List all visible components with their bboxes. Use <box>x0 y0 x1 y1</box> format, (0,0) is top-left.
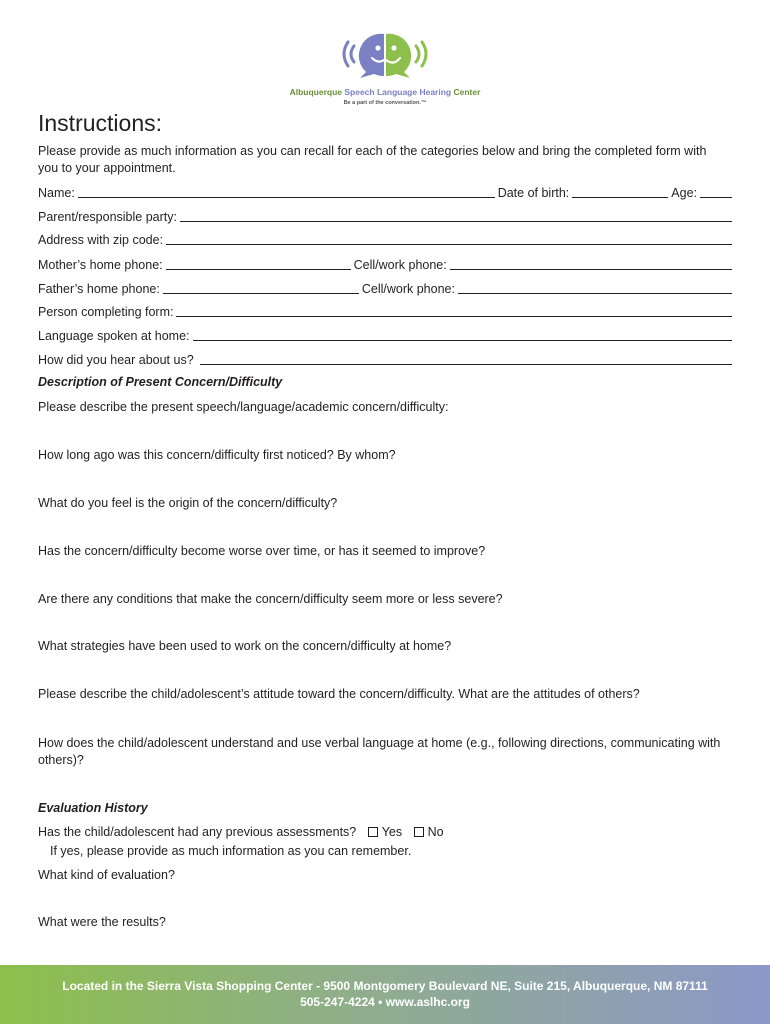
question-strategies: What strategies have been used to work on the concern/difficulty at home? <box>38 639 452 653</box>
father-cell-field[interactable] <box>458 282 732 294</box>
mother-cell-label: Cell/work phone: <box>353 258 447 272</box>
age-field[interactable] <box>700 186 732 198</box>
question-origin: What do you feel is the origin of the concern/difficulty? <box>38 496 338 510</box>
no-label: No <box>427 825 444 839</box>
father-phone-field[interactable] <box>163 282 359 294</box>
question-describe-concern: Please describe the present speech/language/academic concern/difficulty: <box>38 400 449 414</box>
father-phone-label: Father’s home phone: <box>38 282 160 296</box>
language-field[interactable] <box>193 329 732 341</box>
dob-field[interactable] <box>572 186 668 198</box>
address-field[interactable] <box>166 233 732 245</box>
mother-phone-field[interactable] <box>166 258 351 270</box>
mother-cell-field[interactable] <box>450 258 732 270</box>
previous-assessment-question: Has the child/adolescent had any previous assessments? <box>38 825 357 839</box>
hear-about-label: How did you hear about us? <box>38 353 194 367</box>
question-kind-of-evaluation: What kind of evaluation? <box>38 868 175 882</box>
hear-about-field[interactable] <box>200 353 732 365</box>
yes-label: Yes <box>381 825 403 839</box>
yes-checkbox[interactable] <box>368 827 378 837</box>
address-row <box>38 231 732 247</box>
question-results: What were the results? <box>38 915 166 929</box>
person-completing-field[interactable] <box>176 305 732 317</box>
logo-tagline: Be a part of the conversation.™ <box>343 100 427 106</box>
person-completing-row <box>38 303 732 319</box>
footer-contact: 505-247-4224 • www.aslhc.org <box>300 995 470 1009</box>
question-worse-or-improve: Has the concern/difficulty become worse over time, or has it seemed to improve? <box>38 544 486 558</box>
parent-field[interactable] <box>180 210 732 222</box>
speech-faces-logo-icon <box>340 28 430 84</box>
age-label: Age: <box>671 186 697 200</box>
question-verbal-language: How does the child/adolescent understand and use verbal language at home (e.g., following directions, communicating with others)? <box>38 736 721 767</box>
section-heading-concern: Description of Present Concern/Difficulty <box>38 375 283 389</box>
name-field[interactable] <box>78 186 495 198</box>
logo <box>0 28 770 112</box>
question-first-noticed: How long ago was this concern/difficulty first noticed? By whom? <box>38 448 396 462</box>
intro-text: Please provide as much information as you can recall for each of the categories below and bring the completed form with you to your appointment. <box>38 144 707 175</box>
dob-label: Date of birth: <box>497 186 570 200</box>
if-yes-note: If yes, please provide as much information as you can remember. <box>50 844 412 858</box>
name-row <box>38 184 732 200</box>
parent-label: Parent/responsible party: <box>38 210 177 224</box>
footer-banner <box>0 965 770 1024</box>
page-title: Instructions: <box>38 110 162 136</box>
logo-wordmark: Albuquerque Speech Language Hearing Center <box>289 87 481 97</box>
father-cell-label: Cell/work phone: <box>361 282 455 296</box>
question-conditions: Are there any conditions that make the concern/difficulty seem more or less severe? <box>38 592 503 606</box>
previous-assessment-row <box>38 824 738 841</box>
mother-phone-row <box>38 256 732 272</box>
person-completing-label: Person completing form: <box>38 305 174 319</box>
mother-phone-label: Mother’s home phone: <box>38 258 163 272</box>
hear-about-row <box>38 351 732 367</box>
language-row <box>38 327 732 343</box>
question-attitude: Please describe the child/adolescent’s attitude toward the concern/difficulty. What are the attitudes of others? <box>38 687 640 701</box>
language-label: Language spoken at home: <box>38 329 190 343</box>
address-label: Address with zip code: <box>38 233 164 247</box>
father-phone-row <box>38 280 732 296</box>
parent-row <box>38 208 732 224</box>
name-label: Name: <box>38 186 75 200</box>
no-checkbox[interactable] <box>414 827 424 837</box>
footer-address: Located in the Sierra Vista Shopping Center - 9500 Montgomery Boulevard NE, Suite 215, Albuquerque, NM 87111 <box>62 979 708 993</box>
section-heading-evaluation: Evaluation History <box>38 801 148 815</box>
